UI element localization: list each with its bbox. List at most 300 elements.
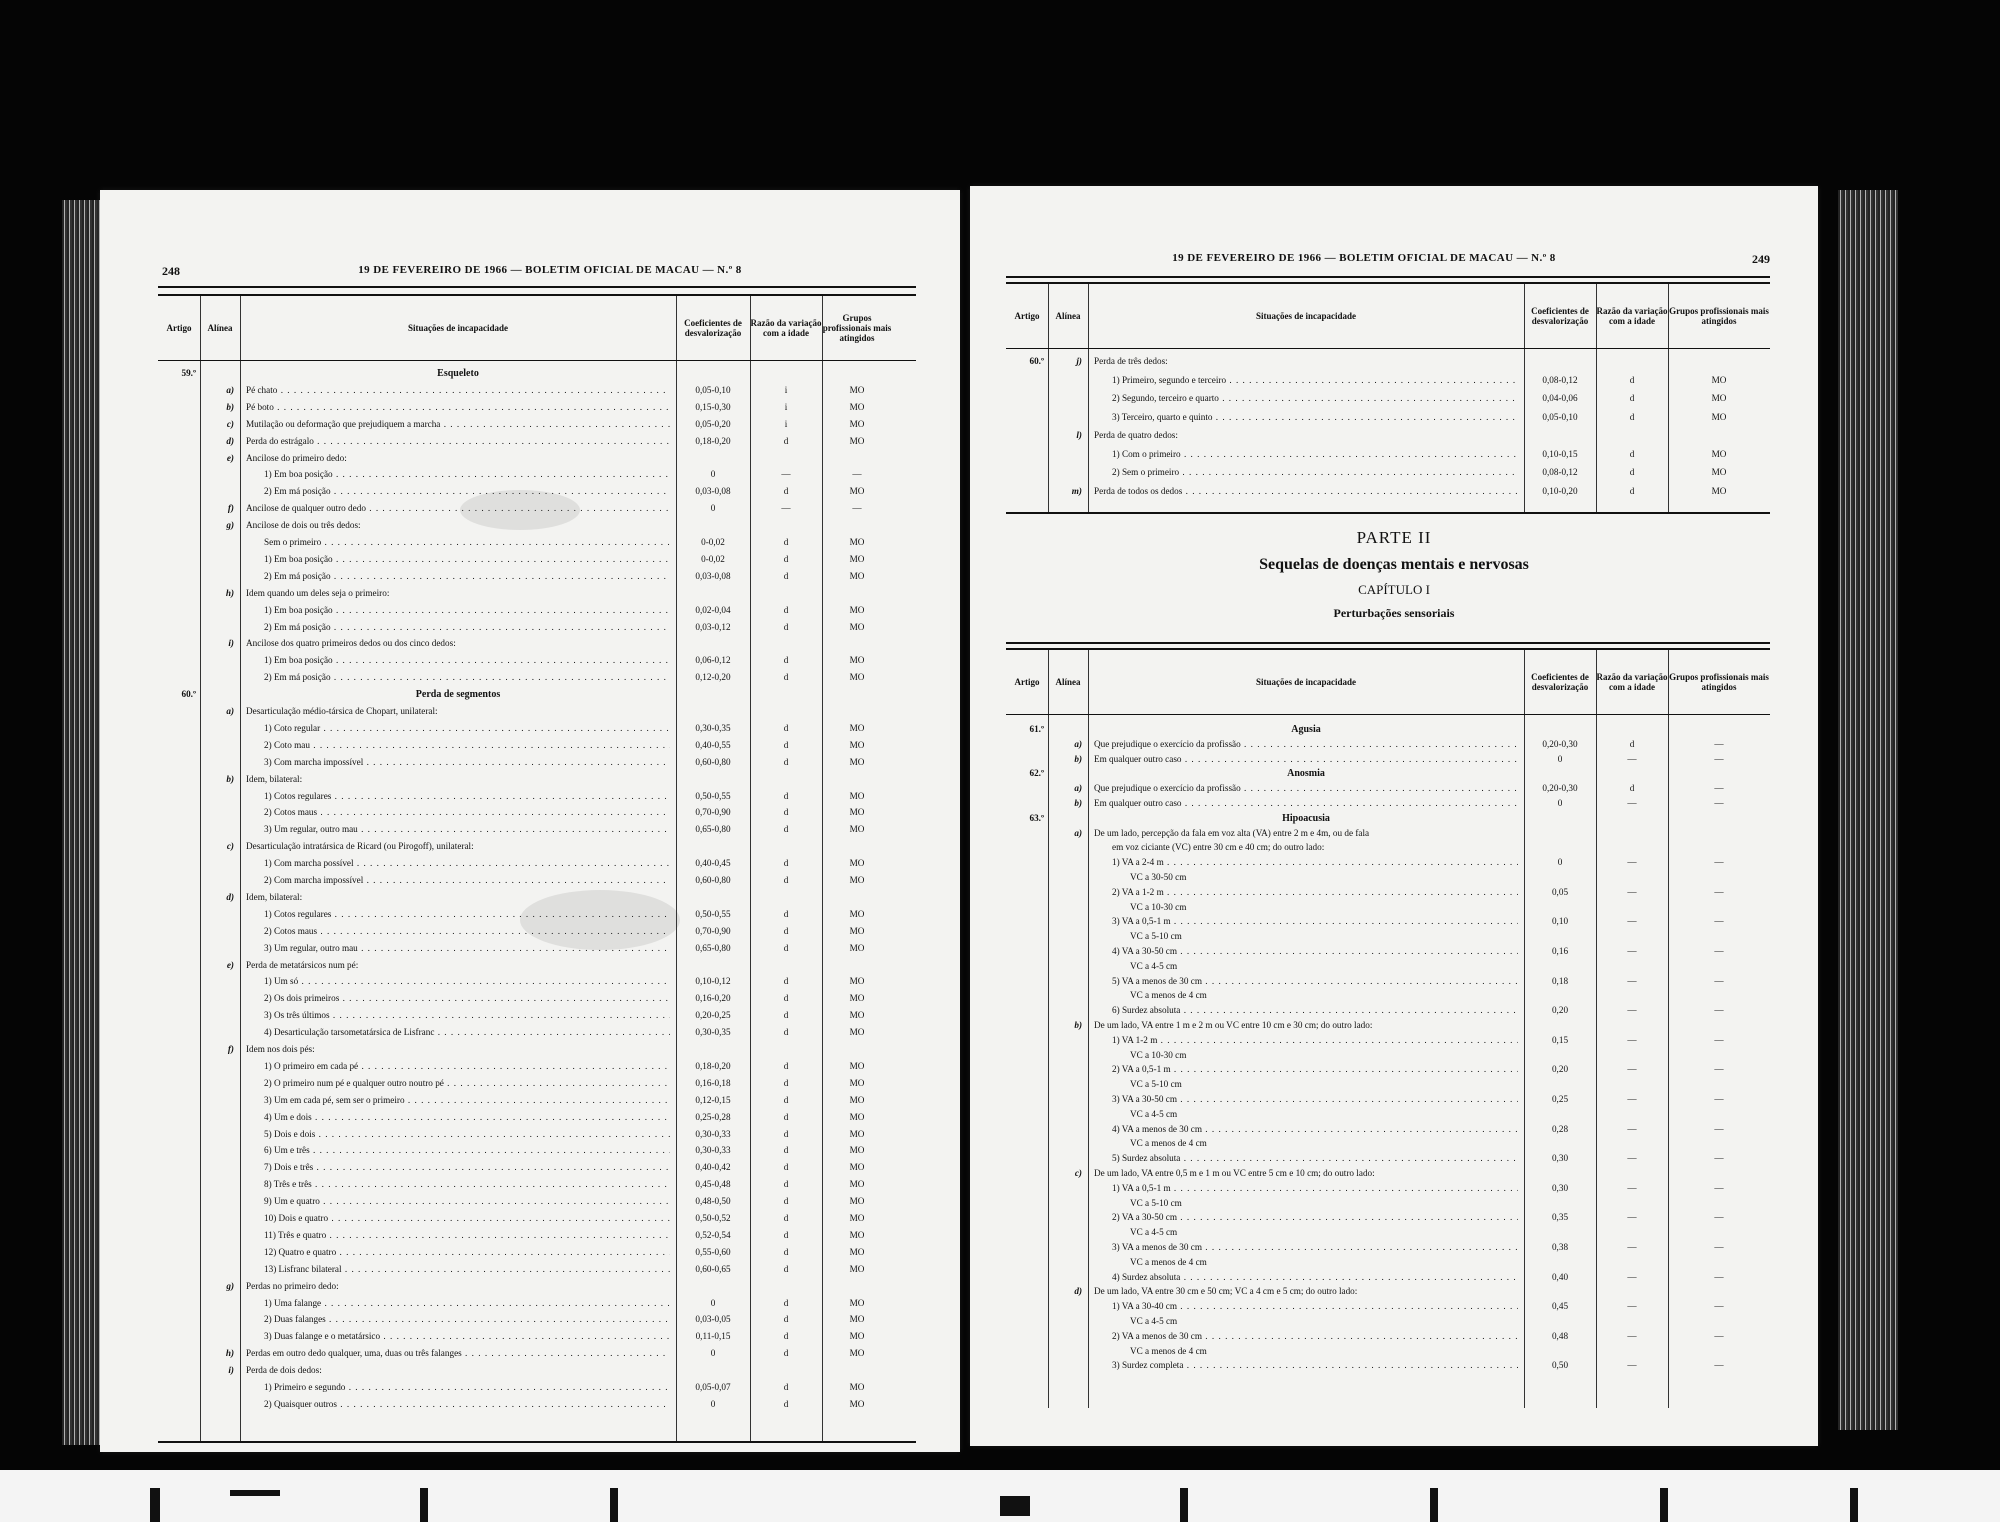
cell-coef: 0,03-0,08 xyxy=(695,486,731,497)
cell-razao: — xyxy=(1627,753,1637,764)
cell-razao: d xyxy=(1629,393,1635,403)
cell-desc: 1) Uma falange . . . xyxy=(264,1298,670,1309)
cell-razao: — xyxy=(1627,1064,1637,1075)
cell-desc: 3) Duas falange e o metatársico . . . xyxy=(264,1331,670,1342)
cell-al: d) xyxy=(1074,1286,1082,1297)
cell-razao: d xyxy=(1629,467,1635,477)
table-row xyxy=(158,1162,916,1173)
table-row xyxy=(1006,1079,1770,1090)
table-row xyxy=(158,774,916,785)
cell-desc: 3) Os três últimos . . . xyxy=(264,1010,670,1021)
header-coeficientes: Coeficientes de desvalorização xyxy=(1531,306,1589,326)
cell-coef: 0,16-0,18 xyxy=(695,1077,731,1088)
cell-coef: 0,03-0,12 xyxy=(695,621,731,632)
cell-razao: d xyxy=(783,435,789,446)
cell-coef: 0,15 xyxy=(1551,1034,1569,1045)
cell-razao: d xyxy=(1629,738,1635,749)
cell-desc: 4) VA a menos de 30 cm . . . xyxy=(1112,1124,1518,1135)
cell-razao: d xyxy=(783,1297,789,1308)
cell-razao: d xyxy=(783,672,789,683)
cell-desc: 1) Coto regular . . . xyxy=(264,723,670,734)
cell-desc: 2) Coto mau . . . xyxy=(264,740,670,751)
cell-desc: 11) Três e quatro . . . xyxy=(264,1230,670,1241)
header-situacoes: Situações de incapacidade xyxy=(407,323,508,333)
cell-razao: d xyxy=(1629,448,1635,459)
cell-desc: VC a menos de 4 cm xyxy=(1130,1256,1207,1267)
table-row xyxy=(158,1078,916,1089)
cell-grupo: MO xyxy=(849,418,865,429)
left-head-text: 19 DE FEVEREIRO DE 1966 — BOLETIM OFICIAL DE MACAU — N.º 8 xyxy=(358,264,742,276)
table-row xyxy=(158,1348,916,1359)
cell-grupo: MO xyxy=(849,807,865,818)
cell-razao: d xyxy=(783,570,789,581)
cell-al: a) xyxy=(1074,827,1082,838)
cell-coef: 0,16-0,20 xyxy=(695,993,731,1004)
cell-desc: VC a menos de 4 cm xyxy=(1130,1138,1207,1149)
cell-desc: De um lado, VA entre 0,5 m e 1 m ou VC entre 5 cm e 10 cm; do outro lado: xyxy=(1094,1168,1375,1178)
cell-razao: d xyxy=(783,739,789,750)
table-row xyxy=(158,1314,916,1325)
cell-grupo: — xyxy=(1714,1301,1724,1312)
table-row xyxy=(1006,1138,1770,1149)
cell-desc: VC a 5-10 cm xyxy=(1130,1079,1182,1090)
cell-grupo: MO xyxy=(849,722,865,733)
header-coeficientes: Coeficientes de desvalorização xyxy=(684,318,742,338)
table-row xyxy=(1006,1360,1770,1371)
cell-desc: Pé chato . . . xyxy=(246,385,670,396)
table-row xyxy=(1006,916,1770,927)
cell-desc: Pé boto . . . xyxy=(246,402,670,413)
cell-razao: d xyxy=(783,1314,789,1325)
cell-razao: — xyxy=(1627,946,1637,956)
table-row xyxy=(158,1129,916,1140)
capitulo-title: Perturbações sensoriais xyxy=(1333,606,1455,620)
table-row xyxy=(158,453,916,464)
cell-razao: d xyxy=(783,807,789,818)
cell-coef: 0,65-0,80 xyxy=(695,824,731,835)
cell-desc: 5) Surdez absoluta . . . xyxy=(1112,1153,1518,1164)
cell-grupo: — xyxy=(1714,1034,1724,1045)
cell-razao: d xyxy=(783,1229,789,1240)
cell-coef: 0,08-0,12 xyxy=(1542,467,1578,477)
cell-grupo: — xyxy=(1714,1212,1724,1223)
table-row xyxy=(1006,1316,1770,1327)
cell-grupo: — xyxy=(1714,857,1724,868)
cell-grupo: MO xyxy=(849,1111,865,1122)
table-row xyxy=(1006,946,1770,957)
cell-razao: d xyxy=(783,824,789,835)
table-row xyxy=(1006,739,1770,750)
table-row xyxy=(1006,768,1770,779)
table-row xyxy=(158,1179,916,1190)
book-edge-left xyxy=(62,200,102,1445)
cell-desc: 3) Surdez completa . . . xyxy=(1112,1360,1518,1371)
cell-grupo: MO xyxy=(849,1179,865,1190)
table-row xyxy=(1006,1050,1770,1061)
cell-razao: d xyxy=(783,1246,789,1257)
cell-al: b) xyxy=(1074,1020,1082,1030)
cell-desc: Perda de segmentos xyxy=(415,689,501,701)
cell-razao: — xyxy=(1627,857,1637,868)
table-row xyxy=(158,943,916,954)
cell-coef: 0,45-0,48 xyxy=(695,1179,731,1190)
cell-desc: 2) Duas falanges . . . xyxy=(264,1314,670,1325)
cell-razao: d xyxy=(783,1398,789,1409)
cell-desc: VC a 30-50 cm xyxy=(1130,872,1187,882)
cell-desc: VC a menos de 4 cm xyxy=(1130,990,1207,1001)
cell-coef: 0,55-0,60 xyxy=(695,1246,731,1257)
cell-coef: 0,25-0,28 xyxy=(695,1111,731,1122)
table-row xyxy=(1006,842,1770,853)
table-row xyxy=(158,1399,916,1410)
table-row xyxy=(158,875,916,886)
cell-coef: 0,10-0,15 xyxy=(1542,448,1578,459)
table-row xyxy=(1006,1035,1770,1046)
cell-grupo: MO xyxy=(849,790,865,801)
cell-grupo: MO xyxy=(849,976,865,987)
cell-desc: 8) Três e três . . . xyxy=(264,1179,670,1190)
cell-grupo: MO xyxy=(849,435,865,446)
table-row xyxy=(158,1331,916,1342)
cell-grupo: MO xyxy=(1711,485,1727,496)
cell-coef: 0 xyxy=(710,469,716,480)
cell-grupo: MO xyxy=(849,1398,865,1409)
cell-coef: 0,18-0,20 xyxy=(695,435,731,446)
cell-grupo: MO xyxy=(1711,448,1727,459)
cell-coef: 0,05 xyxy=(1551,886,1569,897)
cell-desc: 1) Primeiro e segundo . . . xyxy=(264,1382,670,1393)
cell-grupo: — xyxy=(1714,1123,1724,1134)
cell-desc: 2) Os dois primeiros . . . xyxy=(264,993,670,1004)
cell-razao: d xyxy=(783,1077,789,1088)
table-row xyxy=(158,740,916,751)
bottom-strip xyxy=(0,1470,2000,1522)
cell-grupo: MO xyxy=(849,925,865,936)
cell-coef: 0 xyxy=(1557,798,1563,808)
table-row xyxy=(1006,393,1770,404)
cell-razao: d xyxy=(783,1094,789,1105)
table-row xyxy=(158,976,916,987)
cell-grupo: MO xyxy=(1711,467,1727,477)
cell-desc: 2) VA a 0,5-1 m . . . xyxy=(1112,1064,1518,1075)
cell-grupo: MO xyxy=(849,824,865,835)
cell-grupo: MO xyxy=(849,401,865,412)
cell-coef: 0,60-0,80 xyxy=(695,875,731,885)
cell-coef: 0,12-0,15 xyxy=(695,1094,731,1105)
table-row xyxy=(158,858,916,869)
table-row xyxy=(1006,1109,1770,1120)
cell-coef: 0,40-0,45 xyxy=(695,858,731,869)
cell-grupo: — xyxy=(1714,975,1724,986)
cell-grupo: MO xyxy=(849,858,865,869)
cell-coef: 0,15-0,30 xyxy=(695,401,731,412)
right-top-rule xyxy=(1006,276,1770,278)
cell-desc: em voz ciciante (VC) entre 30 cm e 40 cm; do outro lado: xyxy=(1112,842,1325,853)
table-row xyxy=(1006,857,1770,868)
cell-desc: 1) VA 1-2 m . . . xyxy=(1112,1035,1518,1046)
left-top-rule xyxy=(158,286,916,288)
cell-desc: Ancilose de qualquer outro dedo . . . xyxy=(246,503,670,514)
cell-coef: 0 xyxy=(710,1348,716,1359)
cell-desc: VC a 10-30 cm xyxy=(1130,1049,1187,1060)
cell-desc: VC a 4-5 cm xyxy=(1130,1227,1178,1238)
cell-al: b) xyxy=(1074,753,1082,764)
cell-razao: d xyxy=(783,875,789,885)
cell-desc: 3) VA a 30-50 cm . . . xyxy=(1112,1094,1518,1105)
table-row xyxy=(158,554,916,565)
cell-grupo: MO xyxy=(849,1314,865,1325)
table-row xyxy=(158,469,916,480)
cell-desc: 2) Em má posição . . . xyxy=(264,571,670,582)
cell-razao: d xyxy=(783,537,789,547)
cell-desc: Desarticulação médio-társica de Chopart, unilateral: xyxy=(246,706,438,716)
table-row xyxy=(1006,961,1770,972)
cell-razao: d xyxy=(783,1145,789,1156)
cell-coef: 0 xyxy=(1557,857,1563,868)
table-row xyxy=(158,1298,916,1309)
cell-desc: Em qualquer outro caso . . . xyxy=(1094,754,1518,765)
table-row xyxy=(1006,1257,1770,1268)
cell-razao: — xyxy=(1627,1094,1637,1104)
cell-coef: 0,08-0,12 xyxy=(1542,374,1578,385)
cell-al: a) xyxy=(226,706,234,716)
cell-grupo: — xyxy=(1714,1153,1724,1164)
header-razao: Razão da variação com a idade xyxy=(1596,672,1668,692)
right-running-head xyxy=(970,252,1818,272)
cell-grupo: MO xyxy=(849,655,865,666)
cell-coef: 0 xyxy=(710,1398,716,1409)
cell-grupo: MO xyxy=(849,1348,865,1359)
left-running-head xyxy=(100,264,960,284)
cell-razao: — xyxy=(1627,1242,1637,1252)
cell-grupo: — xyxy=(1714,738,1724,749)
cell-coef: 0,11-0,15 xyxy=(695,1331,731,1342)
table-row xyxy=(1006,872,1770,883)
cell-razao: d xyxy=(783,621,789,632)
cell-grupo: MO xyxy=(849,993,865,1004)
left-page xyxy=(100,190,960,1452)
header-coeficientes: Coeficientes de desvalorização xyxy=(1531,672,1589,692)
cell-desc: VC a 4-5 cm xyxy=(1130,960,1178,971)
cell-coef: 0,05-0,10 xyxy=(695,384,731,395)
cell-grupo: — xyxy=(852,469,862,480)
cell-al: h) xyxy=(225,587,234,598)
table-row xyxy=(158,1061,916,1072)
cell-razao: d xyxy=(783,1162,789,1173)
cell-coef: 0,45 xyxy=(1551,1301,1569,1312)
cell-grupo: MO xyxy=(849,1145,865,1156)
table-row xyxy=(1006,887,1770,898)
cell-desc: 1) Em boa posição . . . xyxy=(264,554,670,565)
table-row xyxy=(158,807,916,818)
table-row xyxy=(158,588,916,599)
cell-coef: 0,40 xyxy=(1551,1271,1569,1282)
header-artigo: Artigo xyxy=(1014,311,1040,321)
cell-grupo: MO xyxy=(849,672,865,683)
cell-desc: Idem nos dois pés: xyxy=(246,1044,315,1054)
table-row xyxy=(1006,412,1770,423)
cell-coef: 0 xyxy=(710,1297,716,1308)
table-row xyxy=(1006,813,1770,824)
cell-al: c) xyxy=(1074,1168,1082,1178)
cell-al: e) xyxy=(226,452,234,463)
table-row xyxy=(1006,1198,1770,1209)
cell-coef: 0 xyxy=(710,503,716,514)
cell-grupo: — xyxy=(1714,798,1724,808)
cell-coef: 0,30-0,35 xyxy=(695,1027,731,1038)
cell-desc: 1) Em boa posição . . . xyxy=(264,469,670,480)
cell-razao: — xyxy=(1627,1271,1637,1282)
cell-razao: d xyxy=(783,976,789,987)
header-grupos: Grupos profissionais mais atingidos xyxy=(1669,672,1769,692)
cell-grupo: MO xyxy=(849,1162,865,1173)
cell-grupo: MO xyxy=(849,604,865,615)
cell-grupo: MO xyxy=(849,1060,865,1071)
cell-desc: 10) Dois e quatro . . . xyxy=(264,1213,670,1224)
cell-desc: 4) VA a 30-50 cm . . . xyxy=(1112,946,1518,957)
cell-desc: 3) VA a 0,5-1 m . . . xyxy=(1112,916,1518,927)
cell-grupo: MO xyxy=(849,1331,865,1342)
parte-title: PARTE II xyxy=(1356,528,1432,547)
cell-desc: 2) Em má posição . . . xyxy=(264,486,670,497)
table-row xyxy=(158,1196,916,1207)
cell-al: c) xyxy=(226,841,234,852)
cell-al: c) xyxy=(226,418,234,429)
cell-desc: Em qualquer outro caso . . . xyxy=(1094,798,1518,809)
right-page xyxy=(970,186,1818,1446)
cell-al: g) xyxy=(226,520,234,531)
cell-desc: 1) Primeiro, segundo e terceiro . . . xyxy=(1112,375,1518,386)
cell-coef: 0,30-0,35 xyxy=(695,722,731,733)
cell-coef: 0,60-0,80 xyxy=(695,756,731,767)
cell-grupo: MO xyxy=(849,1213,865,1223)
header-alinea: Alínea xyxy=(1055,677,1081,687)
header-alinea: Alínea xyxy=(207,323,233,333)
table-row xyxy=(1006,783,1770,794)
cell-grupo: — xyxy=(1714,1094,1724,1104)
cell-coef: 0,03-0,08 xyxy=(695,570,731,581)
cell-grupo: MO xyxy=(849,486,865,497)
cell-razao: — xyxy=(781,503,791,514)
cell-coef: 0,03-0,05 xyxy=(695,1314,731,1325)
cell-desc: 2) Segundo, terceiro e quarto . . . xyxy=(1112,393,1518,404)
table-row xyxy=(158,1095,916,1106)
cell-desc: 7) Dois e três . . . xyxy=(264,1162,670,1173)
cell-coef: 0,60-0,65 xyxy=(695,1263,731,1274)
cell-grupo: — xyxy=(1714,1271,1724,1282)
table-row xyxy=(158,537,916,548)
cell-coef: 0,50-0,52 xyxy=(695,1213,731,1223)
cell-desc: Ancilose de dois ou três dedos: xyxy=(246,520,361,531)
cell-grupo: — xyxy=(1714,916,1724,927)
table-row xyxy=(158,1281,916,1292)
cell-al: f) xyxy=(227,1044,234,1054)
cell-razao: d xyxy=(783,1196,789,1207)
header-artigo: Artigo xyxy=(166,323,192,333)
cell-coef: 0,50-0,55 xyxy=(695,790,731,801)
cell-al: i) xyxy=(228,1365,234,1376)
table-row xyxy=(158,791,916,802)
table-row xyxy=(158,622,916,633)
cell-grupo: MO xyxy=(1711,411,1727,422)
parte-subtitle: Sequelas de doenças mentais e nervosas xyxy=(1259,556,1529,573)
cell-desc: VC a menos de 4 cm xyxy=(1130,1345,1207,1356)
table-row xyxy=(158,993,916,1004)
cell-razao: d xyxy=(783,1382,789,1392)
cell-desc: 3) Um em cada pé, sem ser o primeiro . . . xyxy=(264,1095,670,1106)
cell-coef: 0,20-0,30 xyxy=(1542,738,1578,749)
cell-coef: 0,52-0,54 xyxy=(695,1229,731,1240)
cell-razao: — xyxy=(1627,1330,1637,1341)
table-row xyxy=(158,841,916,852)
table-row xyxy=(158,824,916,835)
right-table-bottom xyxy=(1006,648,1770,1408)
table-row xyxy=(158,1230,916,1241)
cell-desc: Ancilose dos quatro primeiros dedos ou dos cinco dedos: xyxy=(246,638,456,649)
cell-grupo: MO xyxy=(849,942,865,953)
table-row xyxy=(158,1044,916,1055)
cell-coef: 0,50-0,55 xyxy=(695,908,731,919)
cell-al: d) xyxy=(226,435,234,446)
cell-coef: 0,16 xyxy=(1551,946,1569,956)
table-row xyxy=(158,1264,916,1275)
cell-grupo: MO xyxy=(849,621,865,632)
cell-desc: 2) VA a menos de 30 cm . . . xyxy=(1112,1331,1518,1342)
cell-art: 59.º xyxy=(181,368,196,378)
cell-grupo: MO xyxy=(849,384,865,395)
header-artigo: Artigo xyxy=(1014,677,1040,687)
cell-razao: d xyxy=(783,756,789,767)
cell-desc: 1) Um só . . . xyxy=(264,976,670,987)
table-row xyxy=(1006,1064,1770,1075)
table-row xyxy=(158,1112,916,1123)
cell-grupo: MO xyxy=(849,1010,865,1021)
cell-desc: VC a 4-5 cm xyxy=(1130,1316,1178,1326)
cell-desc: Hipoacusia xyxy=(1282,812,1330,824)
cell-razao: — xyxy=(1627,975,1637,986)
cell-razao: d xyxy=(783,655,789,666)
table-row xyxy=(1006,1301,1770,1312)
cell-grupo: MO xyxy=(849,739,865,750)
cell-desc: 2) Cotos maus . . . xyxy=(264,807,670,818)
table-row xyxy=(1006,1346,1770,1357)
cell-coef: 0,40-0,55 xyxy=(695,739,731,750)
cell-desc: VC a 4-5 cm xyxy=(1130,1108,1178,1119)
cell-al: d) xyxy=(226,891,234,902)
cell-grupo: MO xyxy=(1711,393,1727,403)
cell-grupo: MO xyxy=(849,1382,865,1392)
table-row xyxy=(158,1382,916,1393)
cell-coef: 0,30-0,33 xyxy=(695,1145,731,1156)
cell-desc: Perda de metatársicos num pé: xyxy=(246,959,359,970)
cell-desc: 3) Terceiro, quarto e quinto . . . xyxy=(1112,412,1518,423)
cell-razao: d xyxy=(1629,485,1635,496)
cell-desc: 1) VA a 30-40 cm . . . xyxy=(1112,1301,1518,1312)
cell-coef: 0,48 xyxy=(1551,1330,1569,1341)
cell-al: e) xyxy=(226,959,234,970)
cell-grupo: MO xyxy=(849,875,865,885)
cell-desc: 1) Cotos regulares . . . xyxy=(264,791,670,802)
table-row xyxy=(1006,449,1770,460)
cell-coef: 0,28 xyxy=(1551,1123,1569,1134)
cell-razao: — xyxy=(1627,916,1637,927)
book-edge-right xyxy=(1838,190,1898,1430)
table-row xyxy=(1006,1005,1770,1016)
cell-desc: 1) O primeiro em cada pé . . . xyxy=(264,1061,670,1072)
cell-grupo: MO xyxy=(849,1229,865,1240)
cell-razao: d xyxy=(783,486,789,497)
cell-coef: 0,05-0,10 xyxy=(1542,411,1578,422)
